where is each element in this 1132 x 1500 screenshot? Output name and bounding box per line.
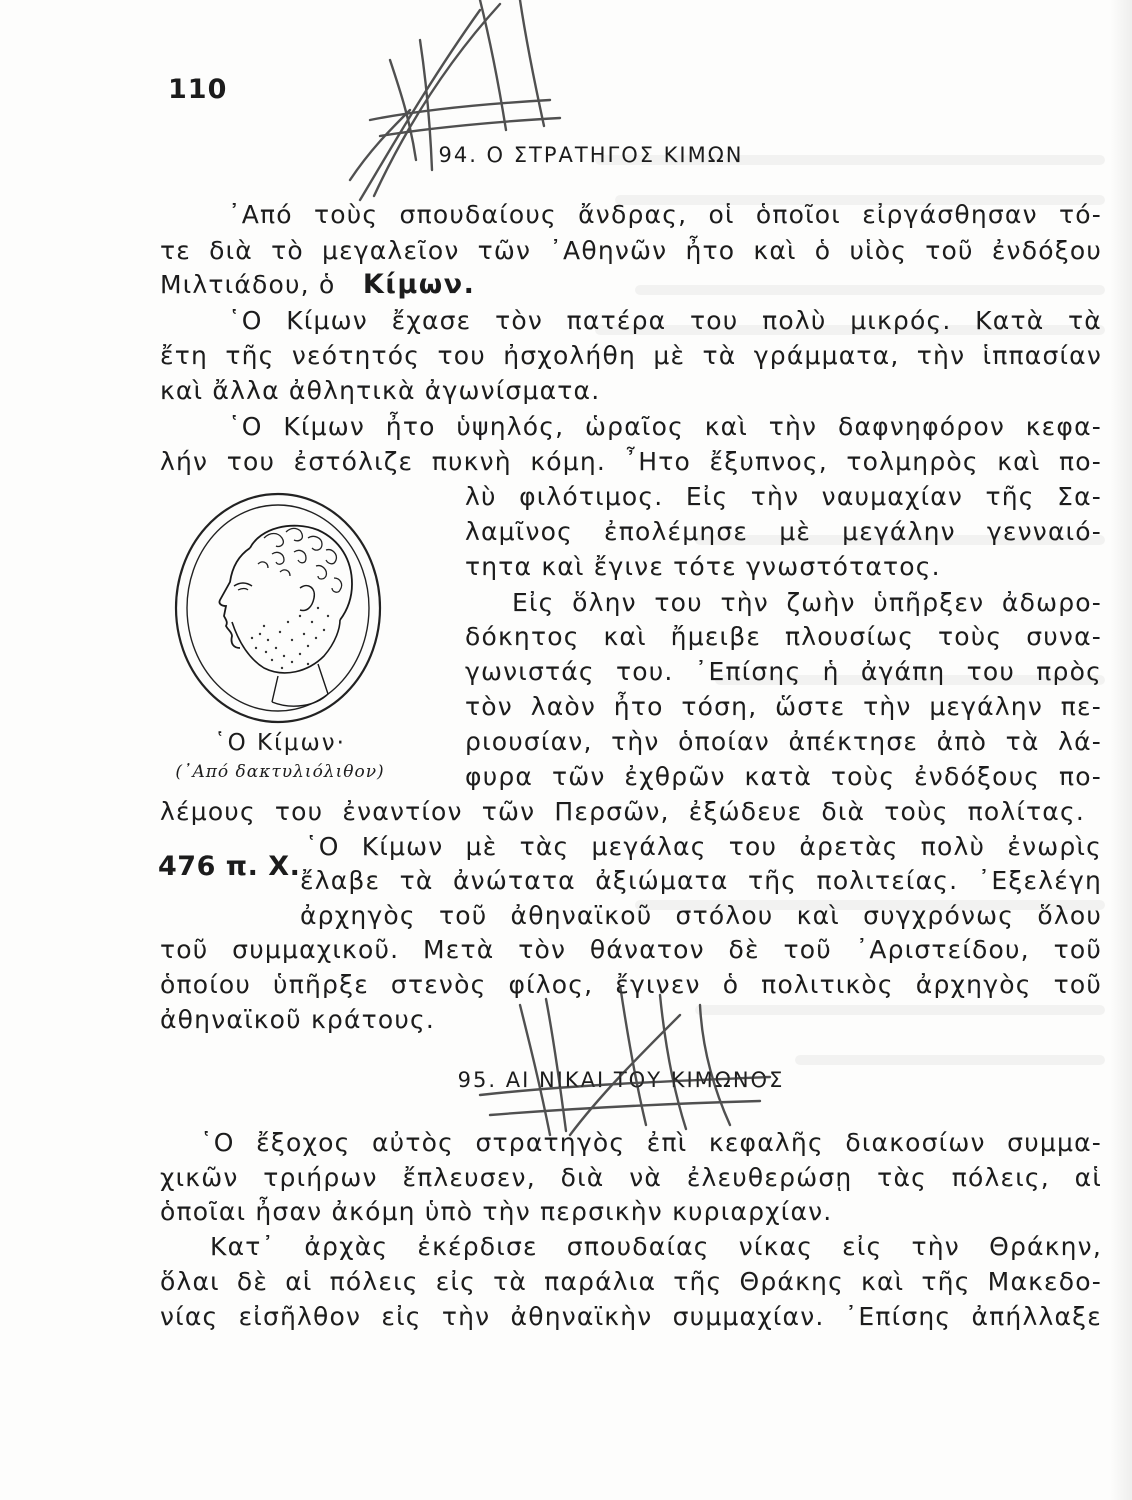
page-number: 110 xyxy=(168,74,228,105)
text-line: λαμῖνος ἐπολέμησε μὲ μεγάλην γενναιό- xyxy=(465,517,1102,546)
text-line: τητα καὶ ἔγινε τότε γνωστότατος. xyxy=(465,552,941,581)
section-heading-94: 94. Ο ΣΤΡΑΤΗΓΟΣ ΚΙΜΩΝ xyxy=(438,143,744,167)
text-line: γωνιστάς του. ᾿Επίσης ἡ ἀγάπη του πρὸς xyxy=(465,657,1102,686)
margin-date: 476 π. Χ. xyxy=(158,851,301,882)
text-line: τε διὰ τὸ μεγαλεῖον τῶν ᾿Αθηνῶν ἦτο καὶ ὁ υἱὸς τοῦ ἐνδόξου xyxy=(160,236,1102,265)
text-line: τὸν λαὸν ἦτο τόση, ὥστε τὴν μεγάλην πε- xyxy=(465,692,1102,721)
text-line: λήν του ἐστόλιζε πυκνὴ κόμη. ῏Ητο ἔξυπνος, τολμηρὸς καὶ πο- xyxy=(160,447,1102,476)
text-line: ῾Ο Κίμων ἔχασε τὸν πατέρα του πολὺ μικρός. Κατὰ τὰ xyxy=(228,306,1102,335)
text-line: Κατ᾿ ἀρχὰς ἐκέρδισε σπουδαίας νίκας εἰς τὴν Θράκην, xyxy=(210,1232,1102,1261)
text-span: Μιλτιάδου, ὁ xyxy=(160,270,336,299)
text-line: φυρα τῶν ἐχθρῶν κατὰ τοὺς ἐνδόξους πο- xyxy=(465,762,1102,791)
text-line: Εἰς ὅλην του τὴν ζωὴν ὑπῆρξεν ἀδωρο- xyxy=(512,588,1102,617)
section-heading-95: 95. ΑΙ ΝΙΚΑΙ ΤΟΥ ΚΙΜΩΝΟΣ xyxy=(457,1068,785,1092)
text-line: ἔτη τῆς νεότητός του ἠσχολήθη μὲ τὰ γράμματα, τὴν ἱππασίαν xyxy=(160,341,1102,370)
text-line: ριουσίαν, τὴν ὁποίαν ἀπέκτησε ἀπὸ τὰ λά- xyxy=(465,727,1102,756)
text-line: ὁποῖαι ἦσαν ἀκόμη ὑπὸ τὴν περσικὴν κυριαρχίαν. xyxy=(160,1197,833,1226)
text-line: ἀρχηγὸς τοῦ ἀθηναϊκοῦ στόλου καὶ συγχρόνως ὅλου xyxy=(300,901,1102,930)
text-line: νίας εἰσῆλθον εἰς τὴν ἀθηναϊκὴν συμμαχίαν. ᾿Επίσης ἀπήλλαξε xyxy=(160,1302,1102,1331)
figure-caption-name: ῾Ο Κίμων· xyxy=(214,730,346,756)
text-line: ἀθηναϊκοῦ κράτους. xyxy=(160,1005,436,1034)
text-line: λὺ φιλότιμος. Εἰς τὴν ναυμαχίαν τῆς Σα- xyxy=(465,482,1102,511)
text-line: δόκητος καὶ ἤμειβε πλουσίως τοὺς συνα- xyxy=(465,622,1102,651)
text-line: τοῦ συμμαχικοῦ. Μετὰ τὸν θάνατον δὲ τοῦ ᾿Αριστείδου, τοῦ xyxy=(160,935,1102,964)
text-line: ὁποίου ὑπῆρξε στενὸς φίλος, ἔγινεν ὁ πολιτικὸς ἀρχηγὸς τοῦ xyxy=(160,970,1102,999)
text-line-with-name xyxy=(160,270,1102,300)
text-line: ἔλαβε τὰ ἀνώτατα ἀξιώματα τῆς πολιτείας. ᾿Εξελέγη xyxy=(300,866,1102,895)
text-line: χικῶν τριήρων ἔπλευσεν, διὰ νὰ ἐλευθερώσῃ τὰς πόλεις, αἱ xyxy=(160,1163,1102,1192)
text-line: ῾Ο ἔξοχος αὐτὸς στρατηγὸς ἐπὶ κεφαλῆς διακοσίων συμμα- xyxy=(200,1128,1102,1157)
text-line: λέμους του ἐναντίον τῶν Περσῶν, ἐξώδευε διὰ τοὺς πολίτας. xyxy=(160,797,1085,826)
text-line: καὶ ἄλλα ἀθλητικὰ ἀγωνίσματα. xyxy=(160,376,601,405)
text-line: ῾Ο Κίμων μὲ τὰς μεγάλας του ἀρετὰς πολὺ ἐνωρὶς xyxy=(305,832,1102,861)
pencil-scribble-top xyxy=(330,0,590,210)
scan-edge-shadow xyxy=(1110,0,1132,1500)
figure-caption-source: (᾿Από δακτυλιόλιθον) xyxy=(175,762,385,782)
text-line: ᾿Από τοὺς σπουδαίους ἄνδρας, οἱ ὁποῖοι εἰργάσθησαν τό- xyxy=(228,200,1102,229)
kimon-medallion-portrait xyxy=(168,488,388,728)
kimon-bold-name: Κίμων. xyxy=(362,269,476,300)
text-line: ὅλαι δὲ αἱ πόλεις εἰς τὰ παράλια τῆς Θράκης καὶ τῆς Μακεδο- xyxy=(160,1267,1102,1296)
text-line: ῾Ο Κίμων ἦτο ὑψηλός, ὡραῖος καὶ τὴν δαφνηφόρον κεφα- xyxy=(228,412,1102,441)
